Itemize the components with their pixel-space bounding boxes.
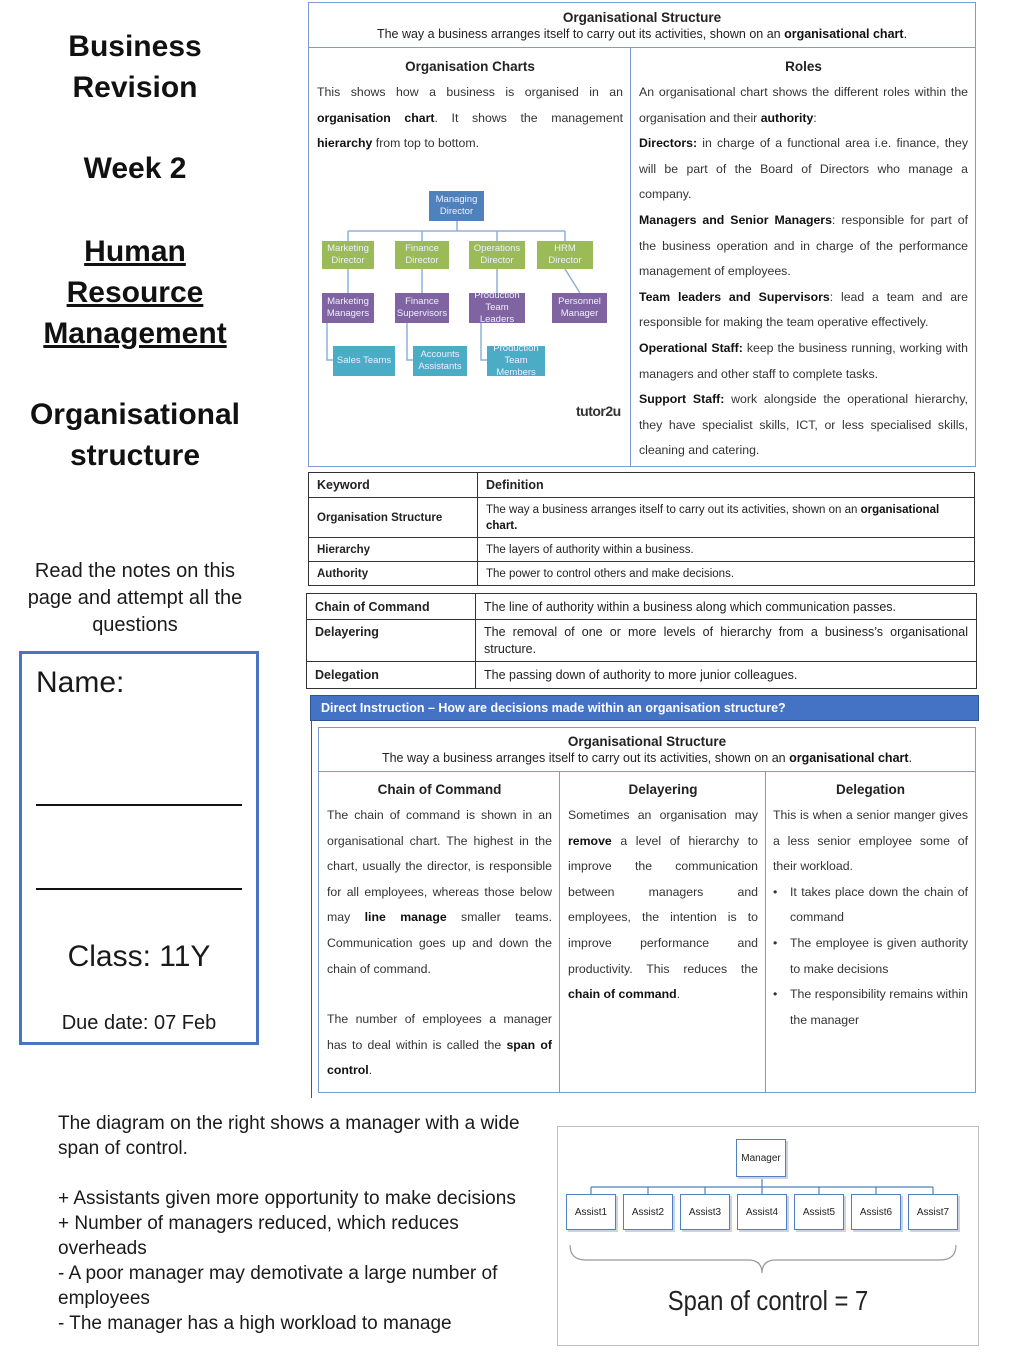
role-name: Support Staff: (639, 392, 725, 407)
coc-text-1: The chain of command is shown in an organisational chart. The highest in the chart, usually the director, is responsible for all employees, whereas those below may (327, 808, 552, 925)
subtitle-text: The way a business arranges itself to carry out its activities, shown on an (376, 27, 785, 41)
name-label: Name: (36, 666, 125, 699)
delegation-bullet (773, 880, 968, 931)
keyword-row (309, 562, 975, 586)
roles-intro-text: An organisational chart shows the different roles within the organisation and their (639, 85, 968, 125)
spacer (58, 1161, 538, 1186)
bullet-text: It takes place down the chain of command (790, 884, 968, 925)
role-text: in charge of a functional area i.e. finance, they will be part of the Board of Directors who manage a company. (639, 136, 968, 202)
subtopic-structure: structure (69, 439, 201, 472)
topic-line-2 (10, 272, 260, 313)
roles-text (639, 80, 968, 464)
chain-of-command-text (327, 803, 552, 982)
role-team-leaders (639, 285, 968, 336)
delegation-bullet (773, 931, 968, 982)
definition-cell: The layers of authority within a business. (478, 538, 975, 562)
keyword-row (307, 594, 977, 620)
roles-intro-bold: authority (760, 110, 814, 125)
title-revision: Revision (72, 71, 198, 104)
role-text: keep the business running, working with managers and other staff to complete tasks. (639, 340, 968, 381)
panel1-divider (630, 48, 631, 466)
keyword-row (309, 538, 975, 562)
span-assist-box: Assist2 (623, 1194, 673, 1230)
read-notes-instruction: Read the notes on this page and attempt all the questions (27, 560, 243, 636)
org-charts-title: Organisation Charts (405, 59, 535, 74)
keyword-cell: Organisation Structure (309, 498, 478, 538)
subtopic-organisational: Organisational (29, 398, 241, 431)
del-text-1: Sometimes an organisation may (568, 808, 758, 822)
span-point: - The manager has a high workload to manage (58, 1313, 452, 1334)
topic-line-3 (10, 313, 260, 354)
bullet-dot-icon: • (773, 884, 778, 899)
span-assist-box: Assist6 (851, 1194, 901, 1230)
panel2-divider-1 (559, 772, 560, 1092)
role-name: Team leaders and Supervisors (639, 289, 830, 304)
role-managers (639, 208, 968, 285)
org-production-team-members: Production Team Members (487, 346, 545, 376)
charts-text-3: from top to bottom. (372, 136, 479, 151)
delayering-column (568, 782, 758, 1008)
org-hrm-director: HRM Director (537, 241, 593, 269)
definition-cell: The power to control others and make decisions. (478, 562, 975, 586)
student-details-box (19, 651, 259, 1045)
chain-of-command-title: Chain of Command (377, 782, 502, 797)
org-structure-title: Organisational Structure (562, 10, 722, 25)
keyword-table-1 (308, 472, 975, 586)
title-week: Week 2 (83, 152, 187, 185)
coc-bold-1: line manage (364, 910, 447, 925)
keyword-table-2 (306, 593, 977, 689)
tutor2u-logo: tutor2u (576, 403, 621, 419)
definition-text: The way a business arranges itself to carry out its activities, shown on an (486, 503, 861, 516)
roles-column (639, 59, 968, 464)
panel2-divider-2 (765, 772, 766, 1092)
keyword-header-row (309, 473, 975, 498)
org-accounts-assistants: Accounts Assistants (413, 346, 467, 376)
subtitle-text: The way a business arranges itself to carry out its activities, shown on an (381, 751, 790, 765)
charts-text-1: This shows how a business is organised in an (317, 85, 623, 99)
del-bold-1: remove (568, 833, 612, 848)
role-text: work alongside the operational hierarchy, they have specialist skills, ICT, or less specialised skills, cleaning and catering. (639, 392, 968, 458)
org-operations-director: Operations Director (469, 241, 525, 269)
org-marketing-managers: Marketing Managers (322, 293, 374, 323)
definition-cell: The removal of one or more levels of hierarchy from a business’s organisational structure. (476, 620, 977, 662)
span-of-control-notes (58, 1111, 538, 1336)
definition-cell (478, 498, 975, 538)
keyword-cell: Authority (309, 562, 478, 586)
charts-bold-1: organisation chart (317, 110, 435, 125)
panel2-left-rule (311, 721, 312, 1098)
keyword-row (307, 662, 977, 689)
span-assist-box: Assist7 (908, 1194, 958, 1230)
org-structure-panel (308, 2, 976, 467)
del-text-2: a level of hierarchy to improve the communication between managers and employees, the intention is to improve performance and productivity. This reduces the (568, 833, 758, 976)
topic-line-1 (10, 231, 260, 272)
span-intro: The diagram on the right shows a manager with a wide span of control. (58, 1113, 520, 1159)
delegation-intro: This is when a senior manger gives a less senior employee some of their workload. (773, 808, 968, 874)
span-of-control-diagram (557, 1126, 979, 1346)
span-point: - A poor manager may demotivate a large number of employees (58, 1263, 498, 1309)
decisions-title: Organisational Structure (567, 734, 727, 749)
title-business: Business (68, 30, 202, 63)
direct-instruction-bar: Direct Instruction – How are decisions made within an organisation structure? (310, 695, 979, 721)
span-of-control-label: Span of control = 7 (667, 1285, 869, 1316)
org-production-team-leaders: Production Team Leaders (469, 293, 525, 323)
roles-intro-end: : (813, 110, 817, 125)
keyword-header: Keyword (309, 473, 478, 498)
class-label: Class: 11Y (67, 940, 211, 973)
delayering-text (568, 803, 758, 1008)
topic-human: Human (84, 235, 186, 268)
charts-bold-2: hierarchy (317, 136, 373, 151)
decisions-header (319, 728, 975, 772)
role-operational-staff (639, 336, 968, 387)
due-date-label: Due date: 07 Feb (61, 1012, 217, 1034)
bullet-text: The employee is given authority to make decisions (790, 935, 968, 976)
definition-cell: The passing down of authority to more junior colleagues. (476, 662, 977, 689)
bullet-dot-icon: • (773, 987, 778, 1002)
role-text: : lead a team and are responsible for making the team operative effectively. (639, 289, 968, 330)
role-name: Operational Staff: (639, 340, 743, 355)
delegation-title: Delegation (835, 782, 905, 797)
role-directors (639, 131, 968, 208)
topic-resource: Resource (66, 276, 204, 309)
span-point: + Assistants given more opportunity to make decisions (58, 1188, 516, 1209)
delegation-column (773, 782, 968, 1033)
decisions-subtitle (319, 751, 975, 765)
name-line-2[interactable] (36, 888, 242, 890)
subtitle-bold: organisational chart (784, 27, 904, 41)
keyword-cell: Delayering (307, 620, 476, 662)
delayering-title: Delayering (628, 782, 698, 797)
subtitle-end: . (908, 751, 913, 765)
keyword-cell: Hierarchy (309, 538, 478, 562)
role-text: : responsible for part of the business operation and in charge of the performance management of employees. (639, 212, 968, 279)
del-text-3: . (676, 987, 681, 1002)
keyword-cell: Chain of Command (307, 594, 476, 620)
roles-title: Roles (785, 59, 822, 74)
keyword-row (309, 498, 975, 538)
definition-header: Definition (478, 473, 975, 498)
coc-text-4: . (368, 1063, 373, 1078)
definition-bold: organisational chart. (486, 503, 940, 532)
role-support-staff (639, 387, 968, 464)
span-assist-box: Assist3 (680, 1194, 730, 1230)
org-finance-director: Finance Director (395, 241, 449, 269)
coc-text-3: The number of employees a manager has to deal within is called the (327, 1012, 552, 1052)
del-bold-2: chain of command (568, 987, 677, 1002)
coc-text-2: smaller teams. Communication goes up and down the chain of command. (327, 910, 552, 976)
org-finance-supervisors: Finance Supervisors (395, 293, 449, 323)
span-assist-box: Assist5 (794, 1194, 844, 1230)
keyword-row (307, 620, 977, 662)
org-sales-teams: Sales Teams (333, 346, 395, 376)
delegation-bullet (773, 982, 968, 1033)
org-marketing-director: Marketing Director (322, 241, 374, 269)
subtitle-end: . (903, 27, 908, 41)
org-personnel-manager: Personnel Manager (552, 293, 607, 323)
org-managing-director: Managing Director (429, 191, 484, 221)
topic-management: Management (43, 317, 227, 350)
decisions-panel (318, 727, 976, 1093)
bullet-dot-icon: • (773, 935, 778, 950)
charts-text-2: . It shows the management (434, 110, 623, 125)
span-assist-box: Assist1 (566, 1194, 616, 1230)
span-manager-box: Manager (736, 1139, 786, 1177)
span-point: + Number of managers reduced, which reduces overheads (58, 1213, 459, 1259)
chain-of-command-column (327, 782, 552, 1084)
subtitle-bold: organisational chart (789, 751, 909, 765)
keyword-cell: Delegation (307, 662, 476, 689)
definition-cell: The line of authority within a business along which communication passes. (476, 594, 977, 620)
roles-intro (639, 80, 968, 131)
bullet-text: The responsibility remains within the manager (790, 987, 968, 1027)
span-assist-box: Assist4 (737, 1194, 787, 1230)
span-of-control-text (327, 1007, 552, 1084)
role-name: Managers and Senior Managers (639, 212, 832, 227)
name-line-1[interactable] (36, 804, 242, 806)
coc-bold-2: span of control (327, 1037, 552, 1078)
role-name: Directors: (639, 136, 698, 151)
